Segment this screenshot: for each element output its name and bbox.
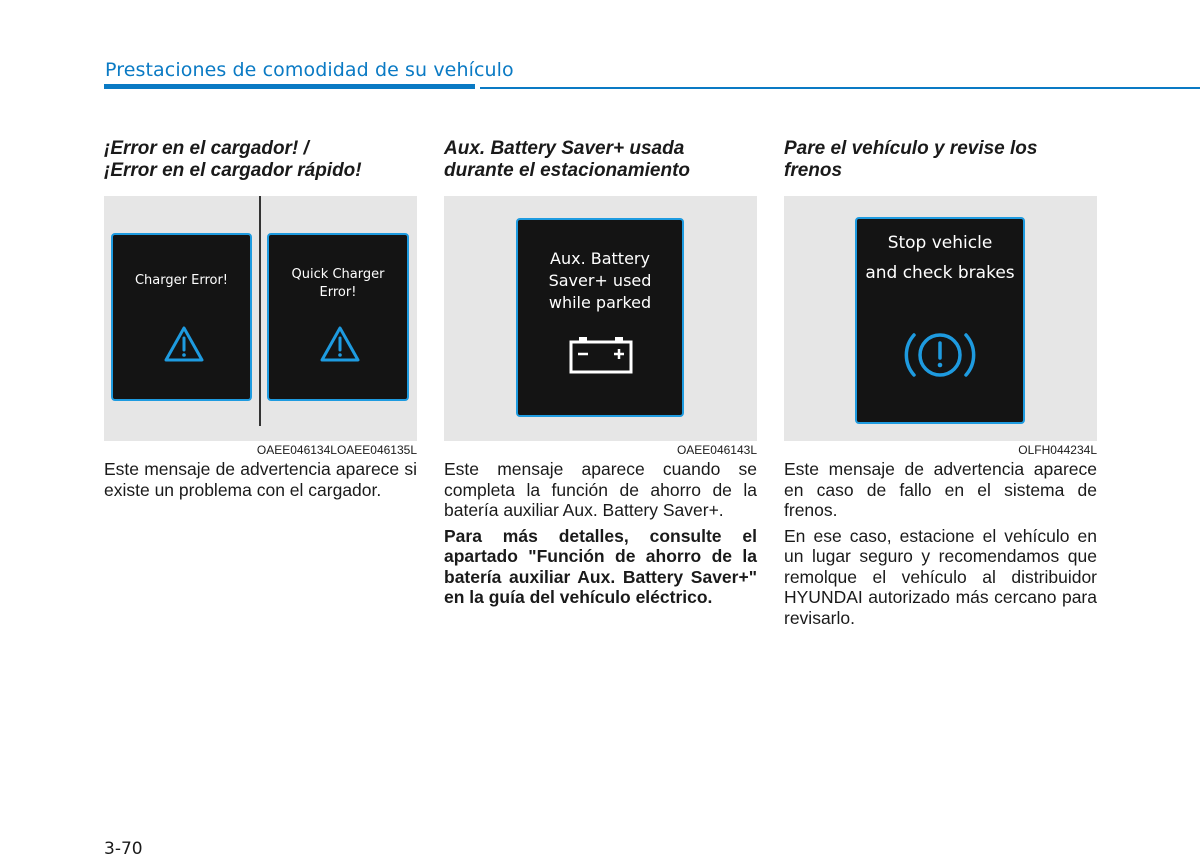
column-charger-error — [104, 138, 417, 505]
warning-triangle-icon — [163, 325, 205, 363]
cluster-screen-quick-charger-error — [267, 233, 409, 401]
figure-caption: OLFH044234L — [1018, 443, 1097, 457]
page-number: 3-70 — [104, 839, 143, 859]
cluster-screen-charger-error — [111, 233, 252, 401]
heading-line: frenos — [784, 160, 843, 181]
screen-text: Aux. Battery — [550, 249, 650, 268]
heading — [104, 138, 417, 196]
body-paragraph: En ese caso, estacione el vehículo en un lugar seguro y recomendamos que remolque el vehículo al distribuidor HYUNDAI autorizado más cercano para revisarlo. — [784, 525, 1097, 628]
screen-text: Quick Charger — [291, 267, 385, 282]
figure-divider — [259, 196, 261, 426]
figure — [104, 196, 417, 441]
column-brakes — [784, 138, 1097, 633]
heading-line: Aux. Battery Saver+ usada — [444, 138, 685, 159]
heading-line: durante el estacionamiento — [444, 160, 691, 181]
screen-text: Saver+ used — [548, 271, 652, 290]
body-paragraph-bold: Para más detalles, consulte el apartado "Función de ahorro de la batería auxiliar Aux. Battery Saver+" en la guía del vehículo eléctrico. — [444, 525, 757, 607]
heading-line: ¡Error en el cargador! / — [104, 138, 309, 159]
screen-text: and check brakes — [865, 263, 1015, 283]
battery-icon — [569, 335, 633, 375]
body-paragraph: Este mensaje de advertencia aparece en caso de fallo en el sistema de frenos. — [784, 459, 1097, 520]
screen-text: Charger Error! — [134, 273, 229, 288]
figure — [784, 196, 1097, 441]
header-rule-thin — [480, 87, 1200, 89]
cluster-screen-brakes — [855, 217, 1025, 424]
heading-line: ¡Error en el cargador rápido! — [104, 160, 362, 181]
cluster-screen-aux-battery — [516, 218, 684, 417]
heading — [444, 138, 757, 196]
screen-text: Stop vehicle — [887, 233, 993, 253]
heading — [784, 138, 1097, 196]
figure-caption: OAEE046143L — [676, 443, 757, 457]
figure — [444, 196, 757, 441]
body-paragraph: Este mensaje de advertencia aparece si existe un problema con el cargador. — [104, 459, 417, 500]
section-title: Prestaciones de comodidad de su vehículo — [105, 59, 514, 81]
warning-triangle-icon — [319, 325, 361, 363]
column-aux-battery — [444, 138, 757, 613]
brake-warning-icon — [900, 323, 980, 387]
screen-text: while parked — [548, 293, 652, 312]
screen-text: Error! — [319, 285, 357, 300]
body-paragraph: Este mensaje aparece cuando se completa la función de ahorro de la batería auxiliar Aux. Battery Saver+. — [444, 459, 757, 520]
figure-caption: OAEE046134LOAEE046135L — [256, 443, 417, 457]
heading-line: Pare el vehículo y revise los — [784, 138, 1038, 159]
header-rule — [104, 84, 475, 89]
